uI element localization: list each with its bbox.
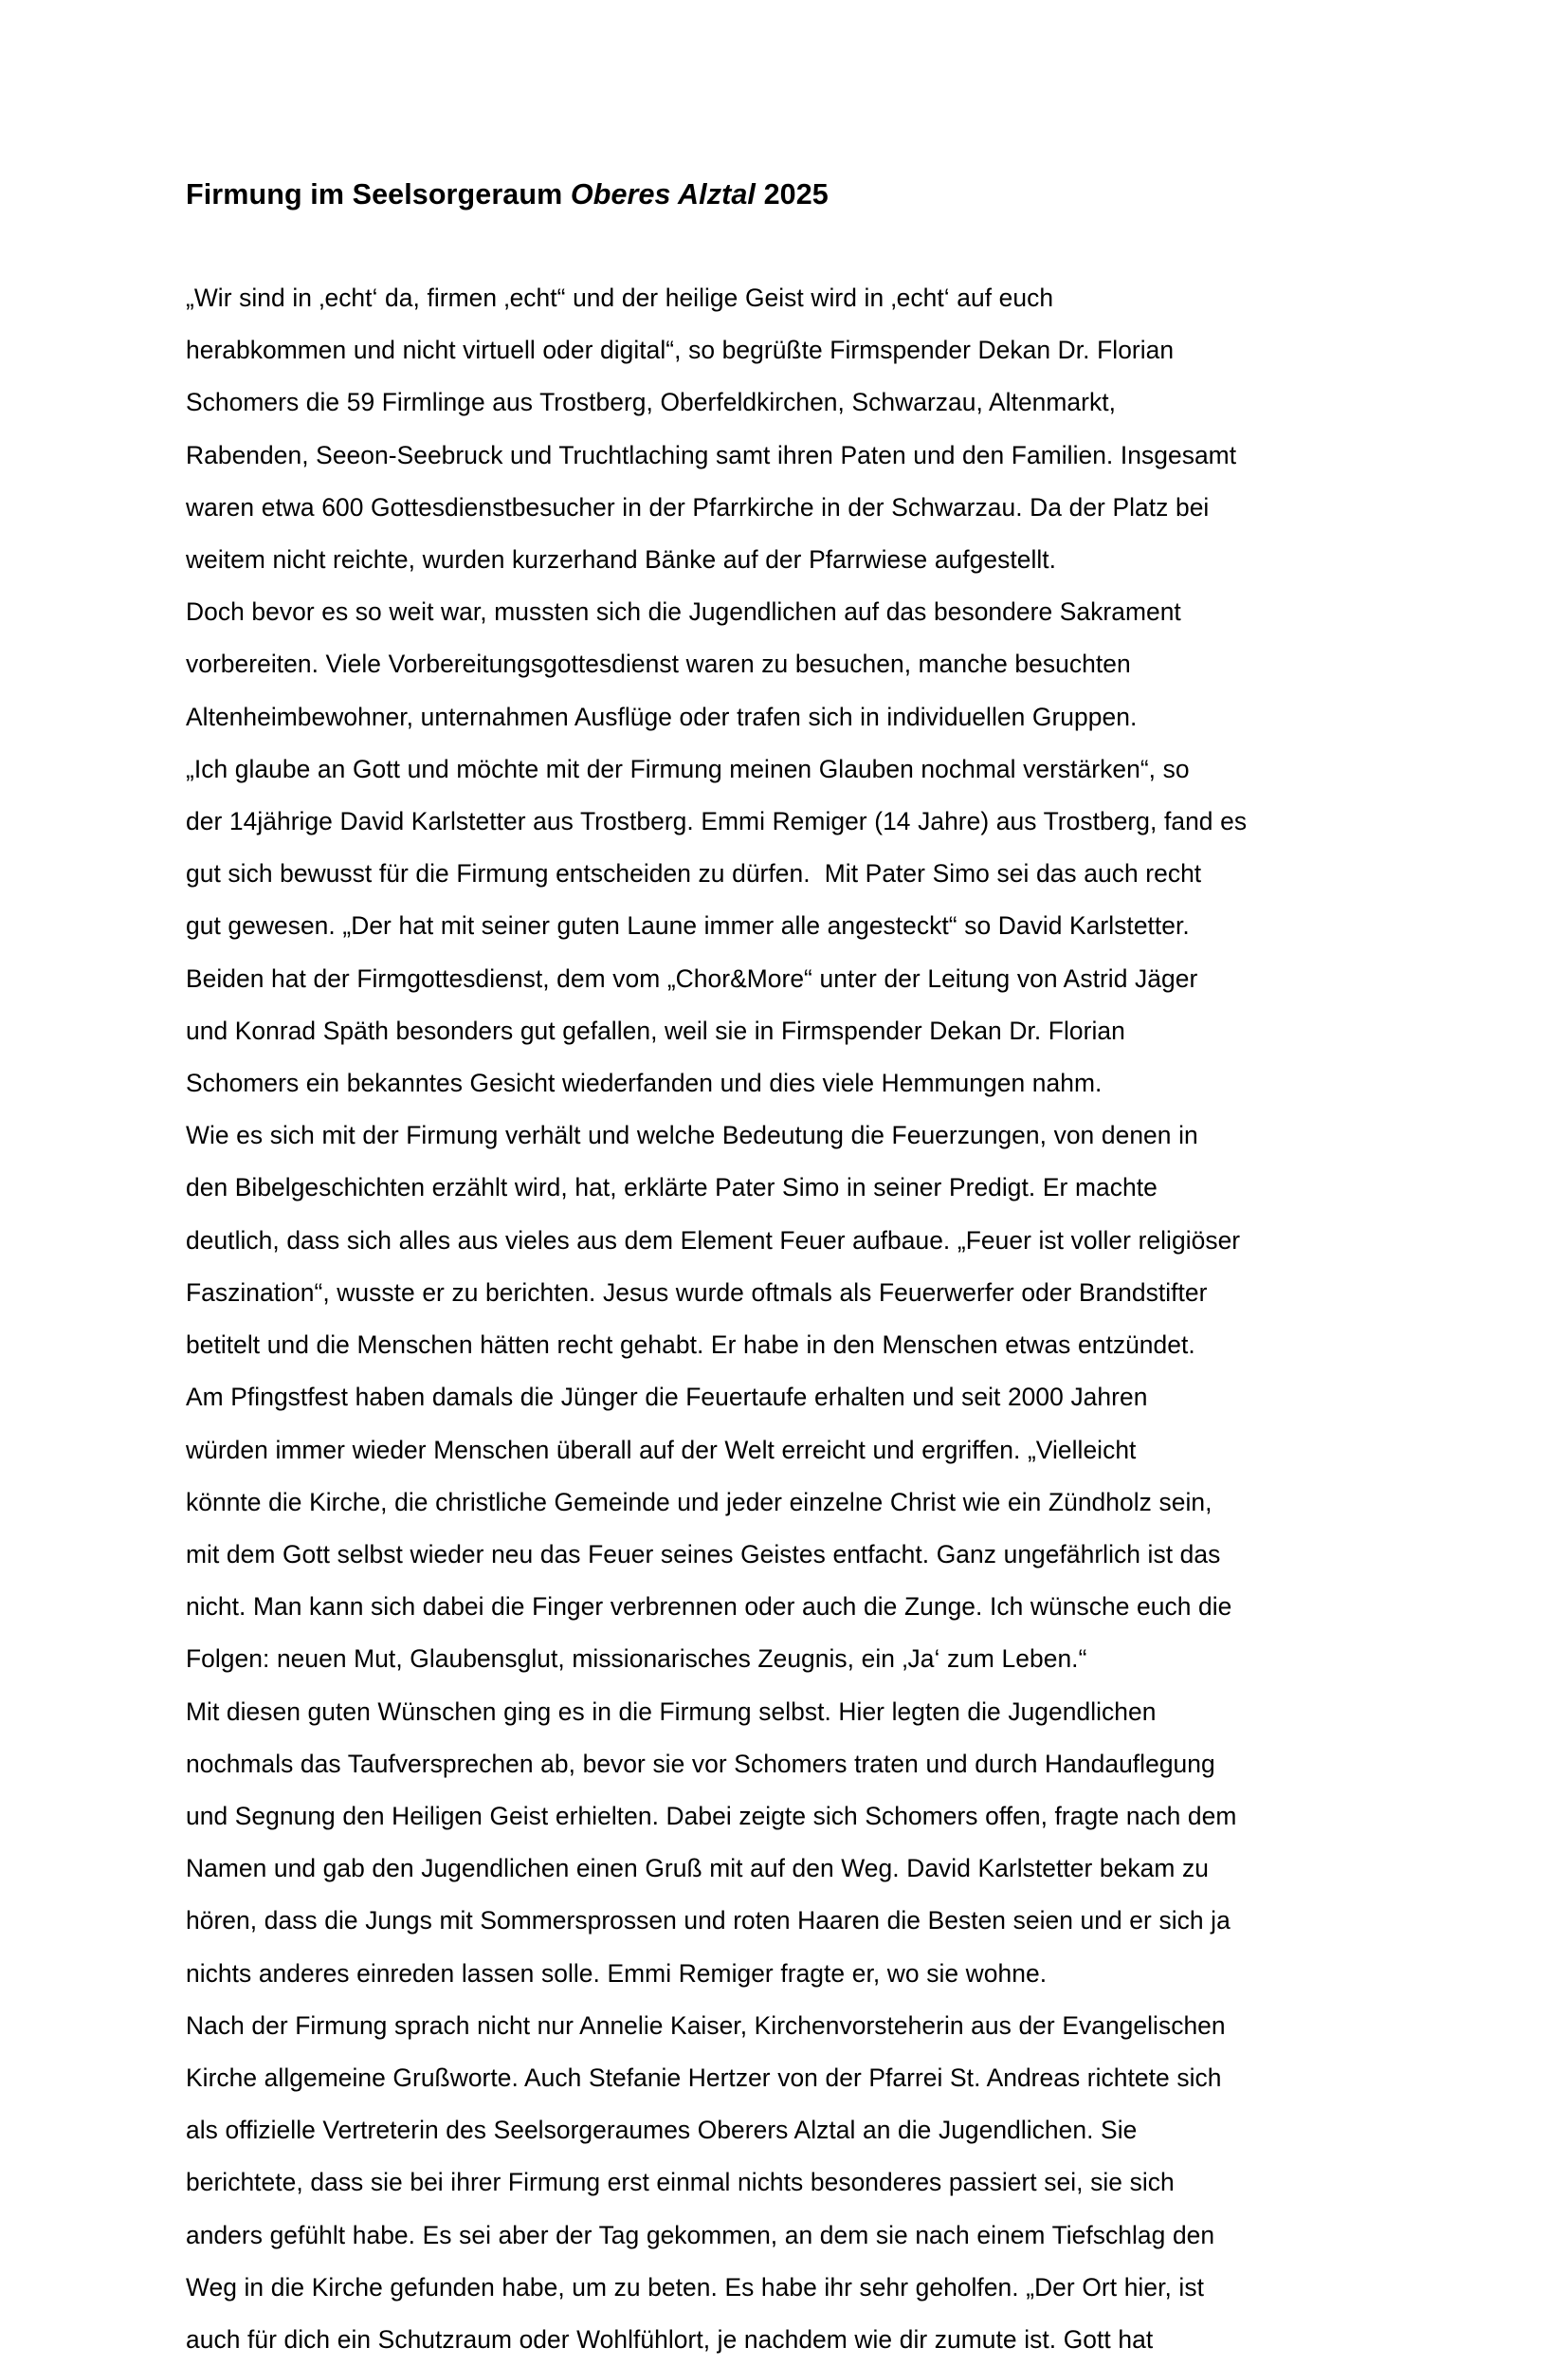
text-line: waren etwa 600 Gottesdienstbesucher in der Pfarrkirche in der Schwarzau. Da der Platz bei (186, 492, 1210, 522)
paragraph (186, 2000, 1390, 2366)
paragraph (186, 1686, 1390, 2000)
paragraph (186, 743, 1390, 1110)
text-line: Schomers ein bekanntes Gesicht wiederfanden und dies viele Hemmungen nahm. (186, 1069, 1103, 1098)
page-title-suffix: 2025 (756, 178, 829, 211)
text-line: Faszination“, wusste er zu berichten. Jesus wurde oftmals als Feuerwerfer oder Brandstifter (186, 1277, 1208, 1307)
paragraph (186, 586, 1390, 743)
page-title-emphasis: Oberes Alztal (570, 178, 756, 211)
text-line: vorbereiten. Viele Vorbereitungsgottesdienst waren zu besuchen, manche besuchten (186, 650, 1131, 679)
text-line: deutlich, dass sich alles aus vieles aus dem Element Feuer aufbaue. „Feuer ist voller religiöser (186, 1225, 1241, 1255)
document-body (186, 272, 1390, 2366)
text-line: Wie es sich mit der Firmung verhält und welche Bedeutung die Feuerzungen, von denen in (186, 1121, 1198, 1150)
text-line: „Ich glaube an Gott und möchte mit der Firmung meinen Glauben nochmal verstärken“, so (186, 754, 1190, 783)
text-line: Mit diesen guten Wünschen ging es in die Firmung selbst. Hier legten die Jugendlichen (186, 1697, 1157, 1726)
text-line: weitem nicht reichte, wurden kurzerhand Bänke auf der Pfarrwiese aufgestellt. (186, 545, 1057, 575)
text-line: nicht. Man kann sich dabei die Finger verbrennen oder auch die Zunge. Ich wünsche euch die (186, 1592, 1232, 1622)
text-line: Altenheimbewohner, unternahmen Ausflüge oder trafen sich in individuellen Gruppen. (186, 702, 1138, 731)
paragraph (186, 1110, 1390, 1685)
text-line: gut gewesen. „Der hat mit seiner guten Laune immer alle angesteckt“ so David Karlstetter. (186, 911, 1190, 941)
text-line: würden immer wieder Menschen überall auf der Welt erreicht und ergriffen. „Vielleicht (186, 1435, 1137, 1464)
text-line: den Bibelgeschichten erzählt wird, hat, erklärte Pater Simo in seiner Predigt. Er machte (186, 1173, 1158, 1202)
text-line: Namen und gab den Jugendlichen einen Gruß mit auf den Weg. David Karlstetter bekam zu (186, 1854, 1209, 1883)
text-line: anders gefühlt habe. Es sei aber der Tag gekommen, an dem sie nach einem Tiefschlag den (186, 2220, 1215, 2249)
text-line: betitelt und die Menschen hätten recht gehabt. Er habe in den Menschen etwas entzündet. (186, 1330, 1195, 1360)
text-line: „Wir sind in ‚echt‘ da, firmen ‚echt“ und der heilige Geist wird in ‚echt‘ auf euch (186, 284, 1054, 313)
text-line: gut sich bewusst für die Firmung entscheiden zu dürfen. Mit Pater Simo sei das auch recht (186, 859, 1202, 889)
text-line: Doch bevor es so weit war, mussten sich die Jugendlichen auf das besondere Sakrament (186, 597, 1181, 627)
text-line: und Segnung den Heiligen Geist erhielten. Dabei zeigte sich Schomers offen, fragte nach dem (186, 1801, 1237, 1830)
text-line: Schomers die 59 Firmlinge aus Trostberg, Oberfeldkirchen, Schwarzau, Altenmarkt, (186, 388, 1117, 417)
text-line: könnte die Kirche, die christliche Gemeinde und jeder einzelne Christ wie ein Zündholz sein, (186, 1487, 1212, 1516)
text-line: Kirche allgemeine Grußworte. Auch Stefanie Hertzer von der Pfarrei St. Andreas richtete sich (186, 2063, 1222, 2092)
text-line: als offizielle Vertreterin des Seelsorgeraumes Oberers Alztal an die Jugendlichen. Sie (186, 2116, 1138, 2145)
text-line: nochmals das Taufversprechen ab, bevor sie vor Schomers traten und durch Handauflegung (186, 1749, 1215, 1778)
page-title-prefix: Firmung im Seelsorgeraum (186, 178, 571, 211)
text-line: herabkommen und nicht virtuell oder digital“, so begrüßte Firmspender Dekan Dr. Florian (186, 336, 1175, 365)
text-line: Folgen: neuen Mut, Glaubensglut, missionarisches Zeugnis, ein ‚Ja‘ zum Leben.“ (186, 1644, 1087, 1674)
text-line: Am Pfingstfest haben damals die Jünger die Feuertaufe erhalten und seit 2000 Jahren (186, 1383, 1148, 1412)
text-line: berichtete, dass sie bei ihrer Firmung erst einmal nichts besonderes passiert sei, sie sich (186, 2168, 1175, 2197)
text-line: der 14jährige David Karlstetter aus Trostberg. Emmi Remiger (14 Jahre) aus Trostberg, fand es (186, 807, 1248, 836)
title-body-spacer (186, 213, 1390, 272)
text-line: Weg in die Kirche gefunden habe, um zu beten. Es habe ihr sehr geholfen. „Der Ort hier, ist (186, 2272, 1204, 2302)
text-line: Rabenden, Seeon-Seebruck und Truchtlaching samt ihren Paten und den Familien. Insgesamt (186, 440, 1237, 469)
text-line: und Konrad Späth besonders gut gefallen, weil sie in Firmspender Dekan Dr. Florian (186, 1016, 1125, 1045)
text-line: nichts anderes einreden lassen solle. Emmi Remiger fragte er, wo sie wohne. (186, 1958, 1048, 1988)
text-line: Nach der Firmung sprach nicht nur Annelie Kaiser, Kirchenvorsteherin aus der Evangelischen (186, 2010, 1226, 2040)
text-line: mit dem Gott selbst wieder neu das Feuer seines Geistes entfacht. Ganz ungefährlich ist das (186, 1539, 1221, 1568)
text-line: Beiden hat der Firmgottesdienst, dem vom „Chor&More“ unter der Leitung von Astrid Jäger (186, 963, 1198, 993)
text-line: hören, dass die Jungs mit Sommersprossen und roten Haaren die Besten seien und er sich ja (186, 1906, 1231, 1935)
text-line: auch für dich ein Schutzraum oder Wohlfühlort, je nachdem wie dir zumute ist. Gott hat (186, 2324, 1154, 2354)
paragraph (186, 272, 1390, 586)
page-title (186, 176, 1390, 213)
document-content (186, 176, 1390, 2366)
